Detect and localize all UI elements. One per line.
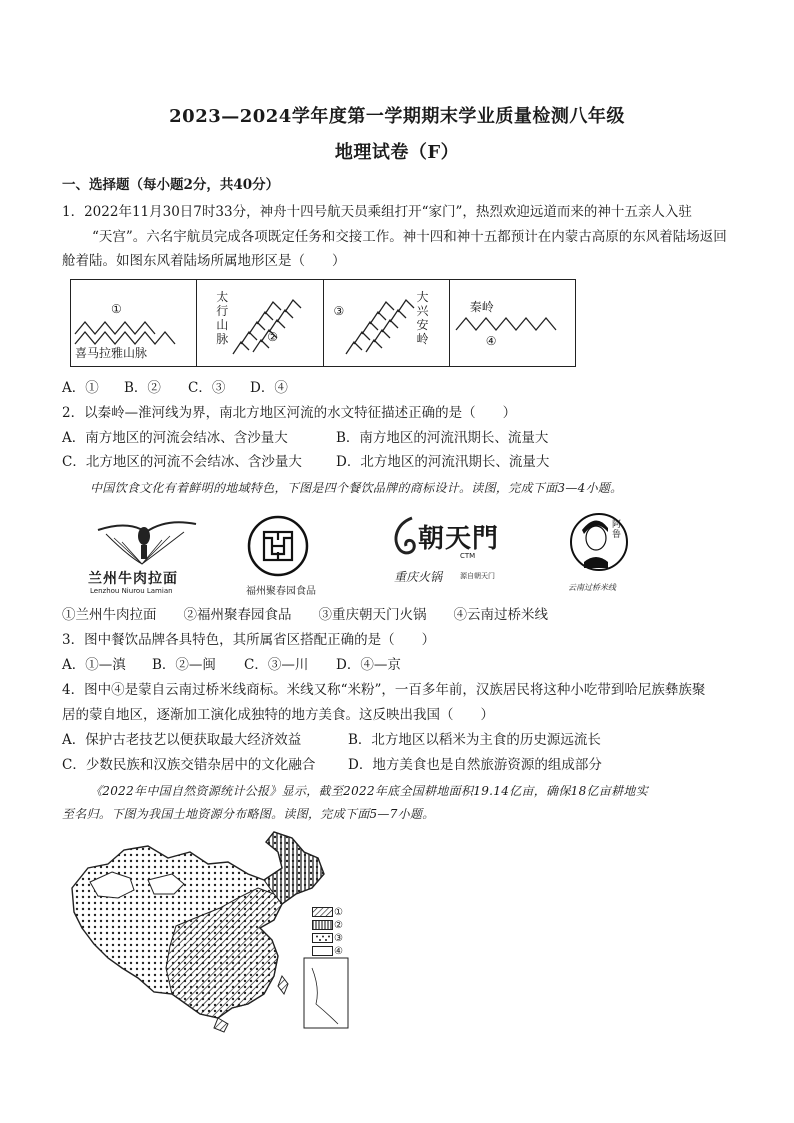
q1-option-d: D．④: [250, 380, 288, 396]
vertical-hatch-icon: [312, 920, 334, 931]
legend-item-1: [312, 906, 343, 918]
swirl-flame-icon: [390, 514, 420, 558]
meander-seal-icon: [246, 514, 310, 578]
q1-option-a: A．①: [62, 380, 99, 396]
lanzhou-noodle-logo: [88, 512, 206, 596]
landform-num-3: ③: [333, 304, 345, 318]
chaotianmen-logo-small: 源自朝天门: [460, 572, 495, 580]
legend-item-3: [312, 932, 343, 944]
legend-label-1: ①: [334, 906, 343, 918]
q3-option-c: C．③—川: [244, 657, 309, 673]
portrait-seal-icon: [568, 508, 630, 580]
landform-figure: [70, 279, 576, 367]
landform-label-2: 太行山脉: [216, 290, 229, 346]
fuzhou-jchunyuan-logo: [246, 514, 318, 598]
q4-option-c: C．少数民族和汉族交错杂居中的文化融合: [62, 757, 316, 773]
landform-label-4: 秦岭: [469, 300, 494, 314]
q2-stem: 2．以秦岭—淮河线为界，南北方地区河流的水文特征描述正确的是（ ）: [62, 405, 517, 421]
chaotianmen-logo-ctm: CTM: [460, 552, 476, 560]
legend-item-2: [312, 919, 343, 931]
intro-3-4: 中国饮食文化有着鲜明的地域特色，下图是四个餐饮品牌的商标设计。读图，完成下面3—4小题。: [90, 481, 623, 495]
exam-subtitle: 地理试卷（F）: [334, 142, 460, 163]
landform-label-1: 喜马拉雅山脉: [75, 346, 148, 360]
q4-option-a: A．保护古老技艺以便获取最大经济效益: [62, 732, 302, 748]
landform-cell-1: [71, 280, 197, 366]
landform-num-2: ②: [267, 330, 279, 344]
q3-stem: 3．图中餐饮品牌各具特色，其所属省区搭配正确的是（ ）: [62, 632, 436, 648]
lanzhou-logo-pinyin: Lenzhou Niurou Lamian: [90, 587, 173, 595]
intro-5-7-line-2: 至名归。下图为我国土地资源分布略图。读图，完成下面5—7小题。: [62, 807, 435, 821]
q4-line-2: 居的蒙自地区，逐渐加工演化成独特的地方美食。这反映出我国（ ）: [62, 707, 494, 723]
q2-option-c: C．北方地区的河流不会结冰、含沙量大: [62, 454, 302, 470]
blank-box-icon: [312, 946, 334, 957]
landform-num-4: ④: [485, 334, 497, 348]
yunnan-logo-text: 云南过桥米线: [568, 583, 616, 592]
diagonal-hatch-icon: [312, 907, 334, 918]
legend-label-4: ④: [334, 945, 343, 957]
q2-option-b: B．南方地区的河流汛期长、流量大: [336, 430, 549, 446]
yunnan-logo-top: 阿鲁: [612, 520, 622, 540]
q4-option-d: D．地方美食也是自然旅游资源的组成部分: [348, 757, 602, 773]
q2-option-d: D．北方地区的河流汛期长、流量大: [336, 454, 550, 470]
q3-option-d: D．④—京: [336, 657, 401, 673]
q1-line-3: 舱着陆。如图东风着陆场所属地形区是（ ）: [62, 253, 346, 269]
mountain-range-horizontal-icon: [450, 280, 576, 368]
legend-label-2: ②: [334, 919, 343, 931]
lanzhou-logo-text: 兰州牛肉拉面: [88, 571, 178, 587]
intro-5-7-line-1: 《2022年中国自然资源统计公报》显示，截至2022年底全国耕地面积19.14亿亩，确保18亿亩耕地实: [90, 784, 649, 798]
q1-line-2: “天宫”。六名宇航员完成各项既定任务和交接工作。神十四和神十五都预计在内蒙古高原的东风着陆场返回: [92, 229, 727, 245]
q1-line-1: 1．2022年11月30日7时33分，神舟十四号航天员乘组打开“家门”，热烈欢迎远道而来的神十五亲人入驻: [62, 204, 692, 220]
chaotianmen-logo-hotpot: 重庆火锅: [394, 570, 443, 584]
yunnan-noodle-logo: [568, 508, 630, 598]
legend-label-3: ③: [334, 932, 343, 944]
landform-label-3: 大兴安岭: [416, 290, 429, 346]
noodle-bowl-icon: [88, 512, 206, 572]
chaotianmen-logo-main: 朝天門: [418, 524, 500, 554]
q1-option-c: C．③: [188, 380, 226, 396]
section-heading: 一、选择题（每小题2分，共40分）: [62, 177, 280, 193]
dot-pattern-icon: [312, 933, 334, 944]
chaotianmen-logo: [390, 514, 520, 592]
landform-cell-3: [324, 280, 450, 366]
q4-line-1: 4．图中④是蒙自云南过桥米线商标。米线又称“米粉”，一百多年前，汉族居民将这种小吃带到哈尼族彝族聚: [62, 682, 706, 698]
landform-cell-2: [197, 280, 323, 366]
fuzhou-logo-text: 福州聚春园食品: [246, 586, 316, 597]
q4-option-b: B．北方地区以稻米为主食的历史源远流长: [348, 732, 601, 748]
q1-option-b: B．②: [124, 380, 161, 396]
landform-num-1: ①: [111, 302, 122, 316]
q3-option-b: B．②—闽: [152, 657, 216, 673]
q3-option-a: A．①—滇: [62, 657, 126, 673]
q2-option-a: A．南方地区的河流会结冰、含沙量大: [62, 430, 288, 446]
landform-cell-4: [450, 280, 575, 366]
logo-captions: ①兰州牛肉拉面 ②福州聚春园食品 ③重庆朝天门火锅 ④云南过桥米线: [62, 607, 548, 623]
map-legend: [312, 906, 343, 958]
exam-title: 2023—2024学年度第一学期期末学业质量检测八年级: [169, 106, 625, 127]
legend-item-4: [312, 945, 343, 957]
mountain-range-diagonal-icon: [324, 280, 450, 368]
